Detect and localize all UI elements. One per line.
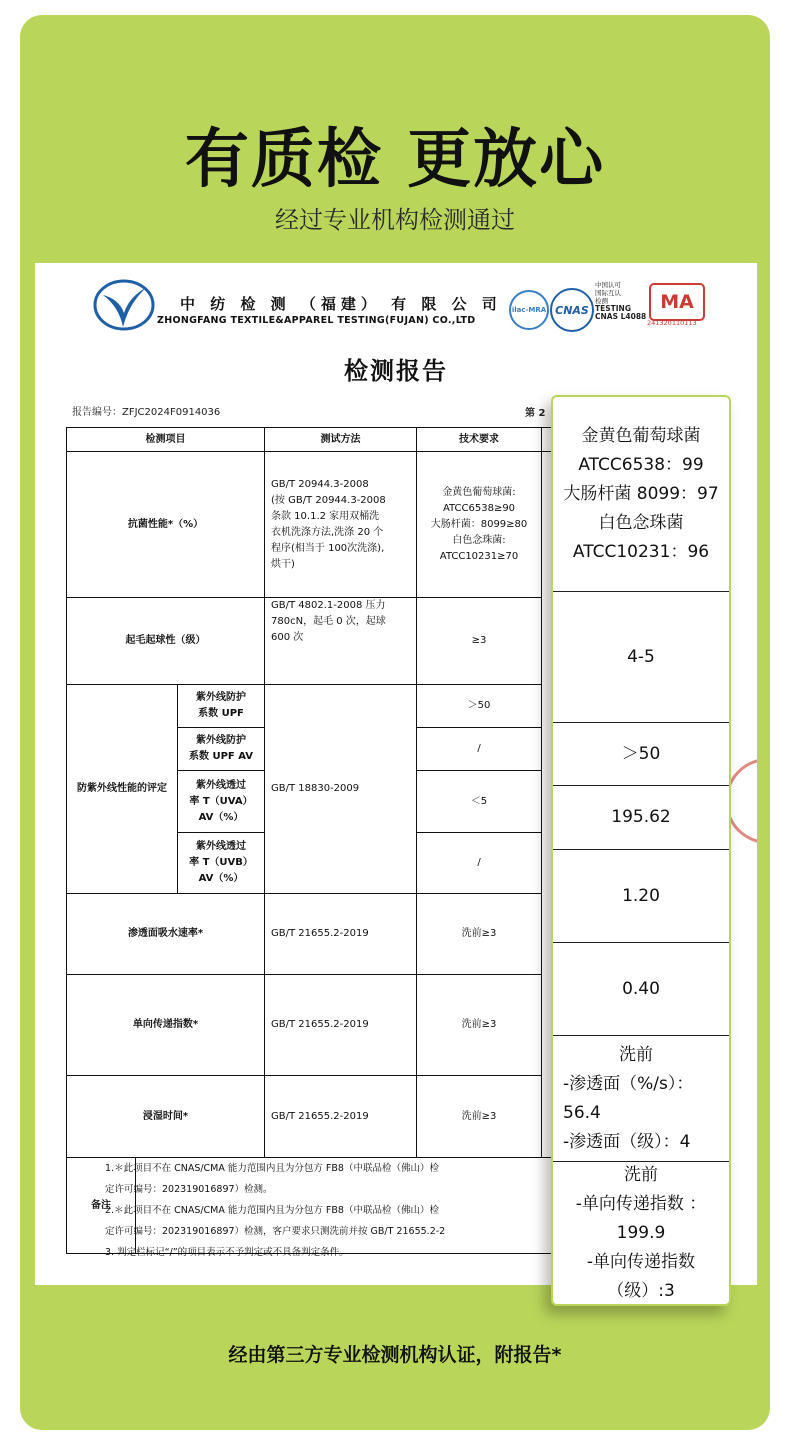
- table-row-item: 单向传递指数*: [66, 974, 265, 1076]
- result-absorption: 洗前 -渗透面（%/s）： 56.4 -渗透面（级）：4: [553, 1035, 729, 1161]
- table-row-requirement: 洗前≥3: [416, 893, 542, 975]
- result-upf-av: 195.62: [553, 785, 729, 849]
- table-row-item: 渗透面吸水速率*: [66, 893, 265, 975]
- page-mark: 第 2: [525, 408, 546, 419]
- result-pilling: 4-5: [553, 591, 729, 722]
- uv-requirement: ＞50: [416, 684, 542, 728]
- results-callout: [551, 395, 731, 1306]
- org-name-cn: 中 纺 检 测 （福建） 有 限 公 司: [180, 295, 502, 313]
- table-row-method: GB/T 4802.1-2008 压力 780cN，起毛 0 次，起球 600 次: [264, 597, 417, 685]
- uv-subitem: 紫外线防护 系数 UPF AV: [177, 727, 265, 771]
- table-row-item: 防紫外线性能的评定: [66, 684, 178, 894]
- table-row-method: GB/T 21655.2-2019: [264, 1075, 417, 1158]
- table-row-requirement: 洗前≥3: [416, 1075, 542, 1158]
- uv-requirement: /: [416, 727, 542, 771]
- uv-requirement: /: [416, 832, 542, 894]
- table-row-method: GB/T 21655.2-2019: [264, 893, 417, 975]
- table-row-item: 起毛起球性（级）: [66, 597, 265, 685]
- result-transport: 洗前 -单向传递指数 ： 199.9 -单向传递指数 （级）:3: [553, 1161, 729, 1304]
- result-uvb: 0.40: [553, 942, 729, 1035]
- notes-label: 备注: [66, 1157, 136, 1254]
- table-row-requirement: 金黄色葡萄球菌: ATCC6538≥90 大肠杆菌：8099≥80 白色念珠菌: ATCC10231≥70: [416, 451, 542, 598]
- result-antibacterial: 金黄色葡萄球菌 ATCC6538：99 大肠杆菌 8099：97 白色念珠菌 ATCC10231：96: [563, 425, 719, 562]
- cnas-logo: CNAS: [550, 288, 594, 332]
- result-uva: 1.20: [553, 849, 729, 942]
- cma-number: 241320110113: [647, 319, 697, 327]
- uv-subitem: 紫外线透过 率 T（UVB） AV（%）: [177, 832, 265, 894]
- report-number: 报告编号：ZFJC2024F0914036: [72, 407, 221, 418]
- uv-requirement: ＜5: [416, 770, 542, 833]
- uv-subitem: 紫外线透过 率 T（UVA） AV（%）: [177, 770, 265, 833]
- table-row-method: GB/T 20944.3-2008 (按 GB/T 20944.3-2008 条款 10.1.2 家用双桶洗 衣机洗涤方法,洗涤 20 个 程序(相当于 100次洗涤), 烘干): [264, 451, 417, 598]
- result-upf: ＞50: [553, 722, 729, 785]
- ilac-mra-logo: ilac-MRA: [509, 290, 549, 330]
- notes-text: 1.＊此项目不在 CNAS/CMA 能力范围内且为分包方 FB8（中联品检（佛山）检 定许可编号：202319016897）检测。 2.＊此项目不在 CNAS/CMA 能力范围内且为分包方 FB8（中联品检（佛山）检 定许可编号：202319016897）检测，客户要求只测洗前并按 GB/T 21655.2-2 3. 判定栏标记“/”的项目表示不予判定或不具备判定条件。: [105, 1163, 446, 1258]
- report-title: 检测报告: [344, 357, 448, 385]
- footer-note: 经由第三方专业检测机构认证，附报告*: [228, 1344, 562, 1366]
- page-subtitle: 经过专业机构检测通过: [275, 206, 515, 234]
- cma-logo: MA: [649, 283, 705, 321]
- cnas-info: 中国认可 国际互认 检测 TESTING CNAS L4088: [595, 281, 647, 321]
- table-row-method: GB/T 21655.2-2019: [264, 974, 417, 1076]
- header-requirement: 技术要求: [416, 427, 542, 452]
- uv-subitem: 紫外线防护 系数 UPF: [177, 684, 265, 728]
- table-row-item: 浸湿时间*: [66, 1075, 265, 1158]
- header-method: 测试方法: [264, 427, 417, 452]
- page-headline: 有质检 更放心: [184, 123, 606, 197]
- table-row-method: GB/T 18830-2009: [264, 684, 417, 894]
- table-row-requirement: ≥3: [416, 597, 542, 685]
- header-item: 检测项目: [66, 427, 265, 452]
- table-row-requirement: 洗前≥3: [416, 974, 542, 1076]
- table-row-item: 抗菌性能*（%）: [66, 451, 265, 598]
- zhongfang-logo-icon: [93, 277, 155, 333]
- org-name-en: ZHONGFANG TEXTILE&APPAREL TESTING(FUJAN) CO.,LTD: [157, 315, 476, 326]
